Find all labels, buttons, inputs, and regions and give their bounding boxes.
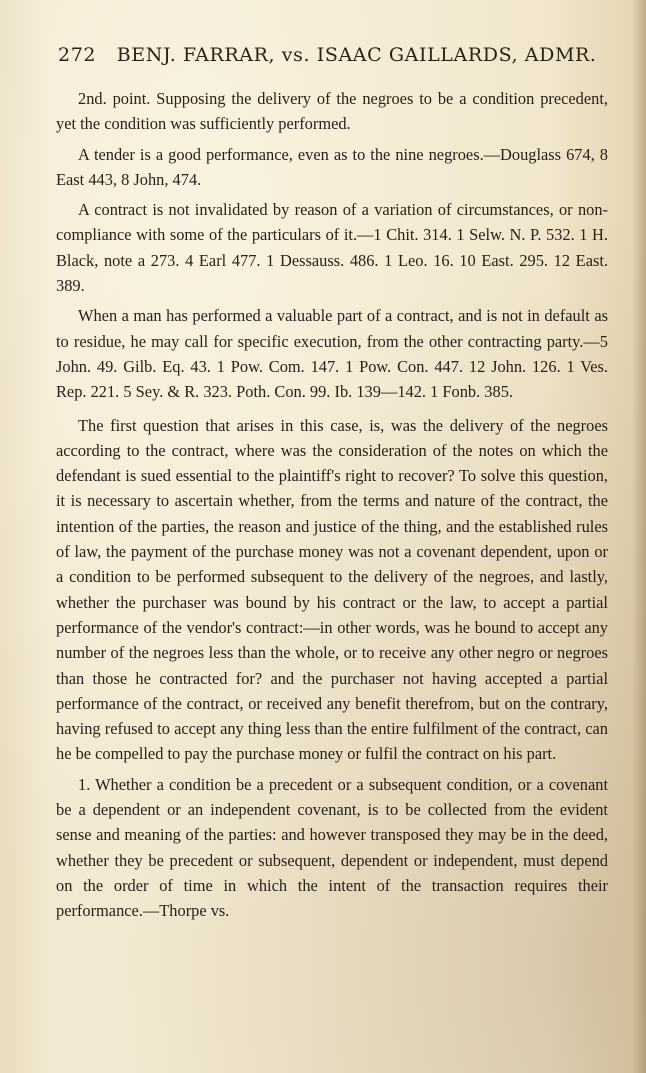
running-title: BENJ. FARRAR, vs. ISAAC GAILLARDS, ADMR. bbox=[116, 44, 597, 66]
page-number: 272 bbox=[58, 44, 97, 66]
running-head bbox=[58, 44, 598, 66]
paragraph-condition-precedent: 1. Whether a condition be a precedent or a subsequent condition, or a covenant be a dependent or an independent covenant, is to be collected from the evident sense and meaning of the parties: and however transposed they may be in the deed, whether they be precedent or subsequent, dependent or independent, must depend on the order of time in which the intent of the transaction requires their performance.—Thorpe vs. bbox=[56, 774, 608, 921]
paragraph-tender: A tender is a good performance, even as to the nine negroes.—Douglass 674, 8 East 443, 8 John, 474. bbox=[56, 144, 608, 189]
body-text bbox=[56, 86, 608, 929]
paragraph-specific-execution: When a man has performed a valuable part of a contract, and is not in default as to residue, he may call for specific execution, from the other contracting party.—5 John. 49. Gilb. Eq. 43. 1 Pow. Com. 147. 1 Pow. Con. 447. 12 John. 126. 1 Ves. Rep. 221. 5 Sey. & R. 323. Poth. Con. 99. Ib. 139—142. 1 Fonb. 385. bbox=[56, 306, 608, 402]
paragraph-second-point: 2nd. point. Supposing the delivery of the negroes to be a condition precedent, yet the condition was sufficiently performed. bbox=[56, 89, 608, 134]
paragraph-first-question: The first question that arises in this case, is, was the delivery of the negroes according to the contract, where was the consideration of the notes on which the defendant is sued essential to the plaintiff's right to recover? To solve this question, it is necessary to ascertain whether, from the terms and nature of the contract, the intention of the parties, the reason and justice of the thing, and the established rules of law, the payment of the purchase money was not a covenant dependent, upon or a condition to be performed subsequent to the delivery of the negroes, and lastly, whether the purchaser was bound by his contract or the law, to accept a partial performance of the vendor's contract:—in other words, was he bound to accept any number of the negroes less than the whole, or to receive any other negro or negroes than those he contracted for? and the purchaser not having accepted a partial performance of the contract, or received any benefit therefrom, but on the contrary, having refused to accept any thing less than the entire fulfilment of the contract, can he be compelled to pay the purchase money or fulfil the contract on his part. bbox=[56, 415, 608, 764]
paragraph-contract-variation: A contract is not invalidated by reason of a variation of circumstances, or non-compliance with some of the particulars of it.—1 Chit. 314. 1 Selw. N. P. 532. 1 H. Black, note a 273. 4 Earl 477. 1 Dessauss. 486. 1 Leo. 16. 10 East. 295. 12 East. 389. bbox=[56, 200, 608, 296]
